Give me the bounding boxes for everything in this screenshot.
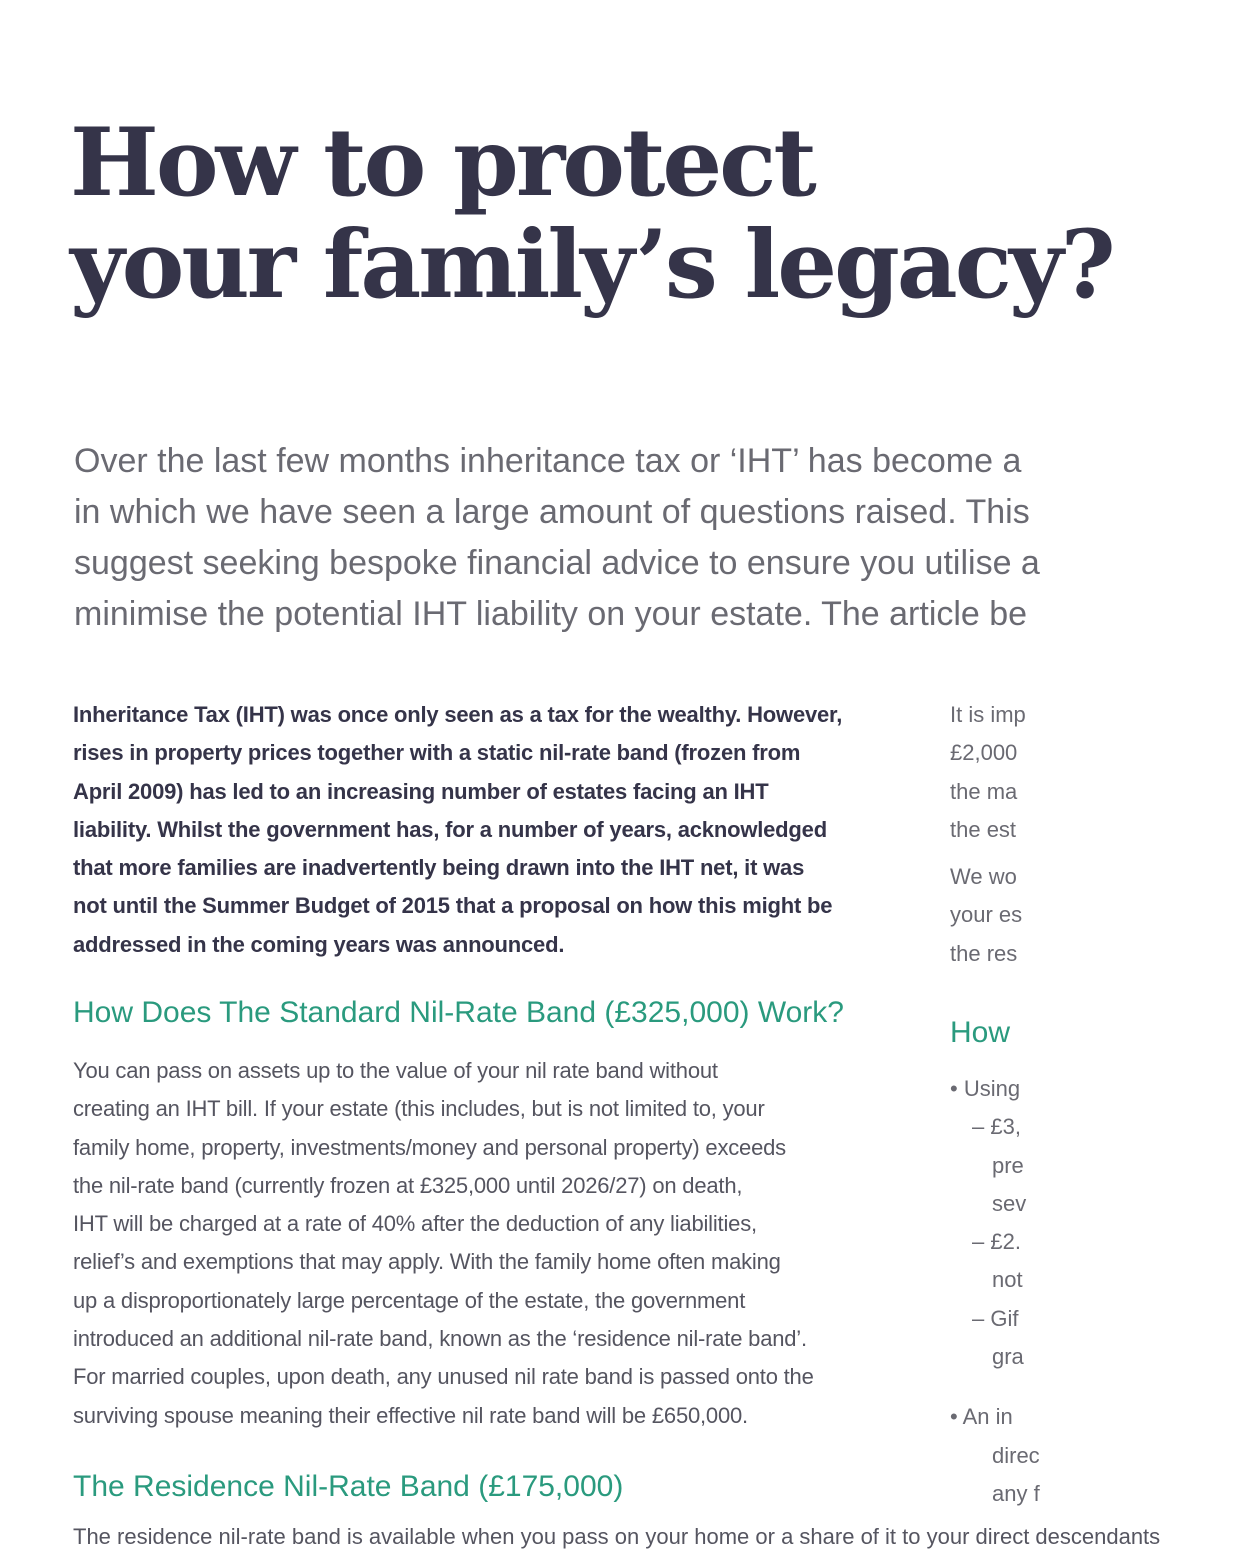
title-line-1: How to protect — [70, 108, 814, 218]
right-line: It is imp — [950, 702, 1026, 727]
body-line: up a disproportionately large percentage of the estate, the government — [73, 1287, 746, 1313]
right-line: the est — [950, 816, 1017, 842]
list-item: pre — [992, 1152, 1024, 1178]
right-line: your es — [950, 902, 1023, 928]
body-line: surviving spouse meaning their effective nil rate band will be £650,000. — [73, 1402, 748, 1428]
intro-paragraph — [74, 436, 1040, 640]
lede-line: rises in property prices together with a static nil-rate band (frozen from — [73, 740, 801, 766]
list-item: • Using — [950, 1076, 1021, 1101]
body-line: the nil-rate band (currently frozen at £325,000 until 2026/27) on death, — [73, 1172, 743, 1198]
list-spacer — [950, 1376, 1040, 1398]
body-line: IHT will be charged at a rate of 40% after the deduction of any liabilities, — [73, 1211, 757, 1237]
lede-line: that more families are inadvertently being drawn into the IHT net, it was — [73, 855, 805, 881]
title-line-2: your family’s legacy? — [70, 210, 1113, 320]
page-title — [70, 108, 1113, 320]
body-line: family home, property, investments/money and personal property) exceeds — [73, 1134, 786, 1160]
list-item: – £3, — [972, 1114, 1021, 1140]
right-line: the res — [950, 940, 1018, 966]
list-item: any f — [992, 1480, 1040, 1506]
list-item: direc — [992, 1442, 1040, 1468]
lede-line: liability. Whilst the government has, for a number of years, acknowledged — [73, 816, 827, 842]
section-heading-standard-nil-rate-band: How Does The Standard Nil-Rate Band (£325,000) Work? — [73, 996, 844, 1029]
intro-line: in which we have seen a large amount of questions raised. This — [74, 493, 1030, 531]
lede-line: addressed in the coming years was announced. — [73, 931, 565, 957]
right-bullet-list — [950, 1070, 1040, 1513]
lede-line: not until the Summer Budget of 2015 that a proposal on how this might be — [73, 893, 833, 919]
body-line: For married couples, upon death, any unused nil rate band is passed onto the — [73, 1364, 814, 1390]
list-item: not — [992, 1267, 1023, 1293]
intro-line: suggest seeking bespoke financial advice to ensure you utilise a — [74, 544, 1040, 582]
right-column — [950, 696, 1250, 1506]
right-line: the ma — [950, 778, 1018, 804]
lede-line: April 2009) has led to an increasing number of estates facing an IHT — [73, 778, 769, 804]
section-body-residence-nil-rate-band-cut: The residence nil-rate band is available when you pass on your home or a share of it to your direct descendants — [73, 1524, 1161, 1549]
right-line: £2,000 — [950, 740, 1018, 766]
lede-paragraph — [73, 696, 913, 964]
body-line: relief’s and exemptions that may apply. With the family home often making — [73, 1249, 781, 1275]
right-line: We wo — [950, 864, 1017, 889]
list-item: sev — [992, 1190, 1027, 1216]
list-item: gra — [992, 1344, 1024, 1370]
intro-line: minimise the potential IHT liability on your estate. The article be — [74, 595, 1028, 633]
right-paragraph-1 — [950, 696, 1250, 849]
intro-line: Over the last few months inheritance tax or ‘IHT’ has become a — [74, 442, 1022, 480]
body-line: creating an IHT bill. If your estate (this includes, but is not limited to, your — [73, 1096, 765, 1122]
list-item: – £2. — [972, 1229, 1021, 1255]
section-heading-residence-nil-rate-band: The Residence Nil-Rate Band (£175,000) — [73, 1470, 624, 1503]
lede-line: Inheritance Tax (IHT) was once only seen as a tax for the wealthy. However, — [73, 702, 843, 727]
right-paragraph-2 — [950, 858, 1022, 973]
body-line: You can pass on assets up to the value of your nil rate band without — [73, 1058, 718, 1083]
body-line: introduced an additional nil-rate band, known as the ‘residence nil-rate band’. — [73, 1326, 807, 1352]
right-section-heading: How — [950, 1016, 1011, 1049]
section-body-standard-nil-rate-band — [73, 1052, 814, 1435]
list-item: – Gif — [972, 1305, 1019, 1331]
list-item: • An in — [950, 1404, 1013, 1430]
